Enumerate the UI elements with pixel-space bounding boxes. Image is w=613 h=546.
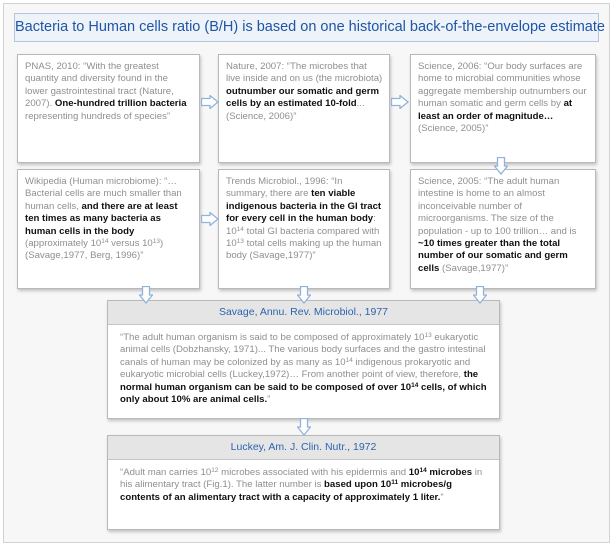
savage-sup-2: 14: [345, 356, 353, 364]
luckey-sup-1: 12: [211, 467, 219, 474]
pnas-text-bold: One-hundred trillion bacteria: [54, 98, 187, 110]
pnas-text-post: representing hundreds of species”: [25, 110, 171, 122]
luckey-bold-4: microbes/g contents of an alimentary tract with a capacity of approximately 1 liter.: [120, 479, 452, 503]
wikipedia-text-post2: versus 10: [108, 238, 153, 250]
savage-header: Savage, Annu. Rev. Microbiol., 1977: [108, 301, 499, 325]
nature-text-pre: Nature, 2007: “The microbes that live inside and on us (the microbiota): [226, 61, 383, 85]
arrow-wikipedia-to-savage: [139, 286, 153, 304]
arrow-science2005-to-savage: [473, 286, 487, 304]
savage-text-3: indigenous prokaryotic and eukaryotic microbial cells (Luckey,1972)… From another point of view, therefore,: [120, 356, 471, 381]
trends-text-bold: ten viable indigenous bacteria in the GI tract for every cell in the human body: [226, 188, 382, 225]
arrow-trends-to-savage: [297, 286, 311, 304]
luckey-text-4: ”: [440, 491, 444, 503]
luckey-body: [120, 467, 487, 504]
savage-1977-box: [107, 300, 500, 419]
wikipedia-text-bold: and there are at least ten times as many bacteria as human cells in the body: [25, 200, 178, 237]
savage-body: [120, 332, 487, 406]
luckey-1972-box: [107, 435, 500, 530]
arrow-wikipedia-to-trends: [201, 212, 219, 226]
savage-bold-sup: 14: [411, 381, 419, 389]
luckey-text-3: in his alimentary tract (Fig.1). The latter number is: [120, 467, 483, 491]
nature-2007-box: [218, 54, 390, 163]
science2005-text-pre: Science, 2005: “The adult human intestine is home to an almost inconceivable number of microorganisms. The size of the population - up to 100 trillion… and is: [418, 176, 577, 237]
luckey-bold-sup-1: 14: [419, 467, 427, 474]
diagram-title: Bacteria to Human cells ratio (B/H) is based on one historical back-of-the-envelope estimate: [14, 13, 599, 42]
science-2005-box: [410, 169, 596, 289]
science-2006-box: [410, 54, 596, 163]
trends-text-post1: : 10: [226, 213, 376, 237]
wikipedia-text-post3: ) (Savage,1977, Berg, 1996)”: [25, 238, 164, 262]
savage-bold-1: the normal human organism can be said to be composed of over 10: [120, 369, 479, 393]
trends-text-post3: total cells making up the human body (Savage,1977)”: [226, 238, 382, 262]
luckey-bold-sup-2: 11: [391, 479, 399, 487]
luckey-text-2: microbes associated with his epidermis and: [218, 467, 409, 478]
trends-sup2: 13: [236, 238, 244, 246]
wikipedia-sup2: 13: [152, 238, 160, 246]
science2006-text-post: (Science, 2005)”: [418, 123, 489, 135]
luckey-text-1: “Adult man carries 10: [120, 467, 212, 478]
science2005-text-bold: ~10 times greater than the total number of our somatic and germ cells: [418, 238, 568, 274]
savage-text-1: “The adult human organism is said to be composed of approximately 10: [120, 332, 425, 343]
arrow-savage-to-luckey: [297, 418, 311, 436]
pnas-2010-box: [17, 54, 200, 163]
trends-text-pre: Trends Microbiol., 1996: “In summary, there are: [226, 176, 343, 200]
savage-text-2: eukaryotic animal cells (Dobzhansky, 1971)... The various body surfaces and the gastro intestinal canals of human may be colonized by as many as 10: [120, 332, 486, 368]
luckey-bold-1: 10: [408, 467, 420, 478]
arrow-science2006-to-science2005: [494, 157, 508, 175]
trends-microbiol-box: [218, 169, 390, 289]
wikipedia-text-post1: (approximately 10: [25, 238, 102, 250]
savage-sup-1: 13: [424, 332, 432, 339]
wikipedia-sup1: 14: [101, 238, 109, 246]
wikipedia-box: [17, 169, 200, 289]
wikipedia-text-pre: Wikipedia (Human microbiome): “…Bacterial cells are much smaller than human cells,: [25, 176, 182, 212]
pnas-text-pre: PNAS, 2010: “With the greatest quantity and diversity found in the lower gastrointestinal tract (Nature, 2007).: [25, 61, 174, 110]
trends-sup1: 14: [236, 225, 244, 233]
nature-text-bold: outnumber our somatic and germ cells by an estimated 10-fold: [226, 85, 379, 110]
luckey-bold-3: based upon 10: [324, 479, 392, 491]
savage-text-4: ”: [267, 394, 271, 406]
luckey-header: Luckey, Am. J. Clin. Nutr., 1972: [108, 436, 499, 460]
arrow-nature-to-science2006: [391, 95, 409, 109]
science2006-text-pre: Science, 2006: “Our body surfaces are home to microbial communities whose aggregate membership outnumbers our human somatic and germ cells by: [418, 61, 587, 110]
luckey-bold-2: microbes: [426, 467, 473, 478]
science2006-text-bold: at least an order of magnitude…: [418, 98, 573, 122]
nature-text-post: ...(Science, 2006)”: [226, 98, 365, 122]
trends-text-post2: total GI bacteria compared with 10: [226, 225, 380, 250]
science2005-text-post: (Savage,1977)”: [439, 262, 509, 274]
savage-bold-2: cells, of which only about 10% are animal cells.: [120, 381, 487, 406]
arrow-pnas-to-nature: [201, 95, 219, 109]
